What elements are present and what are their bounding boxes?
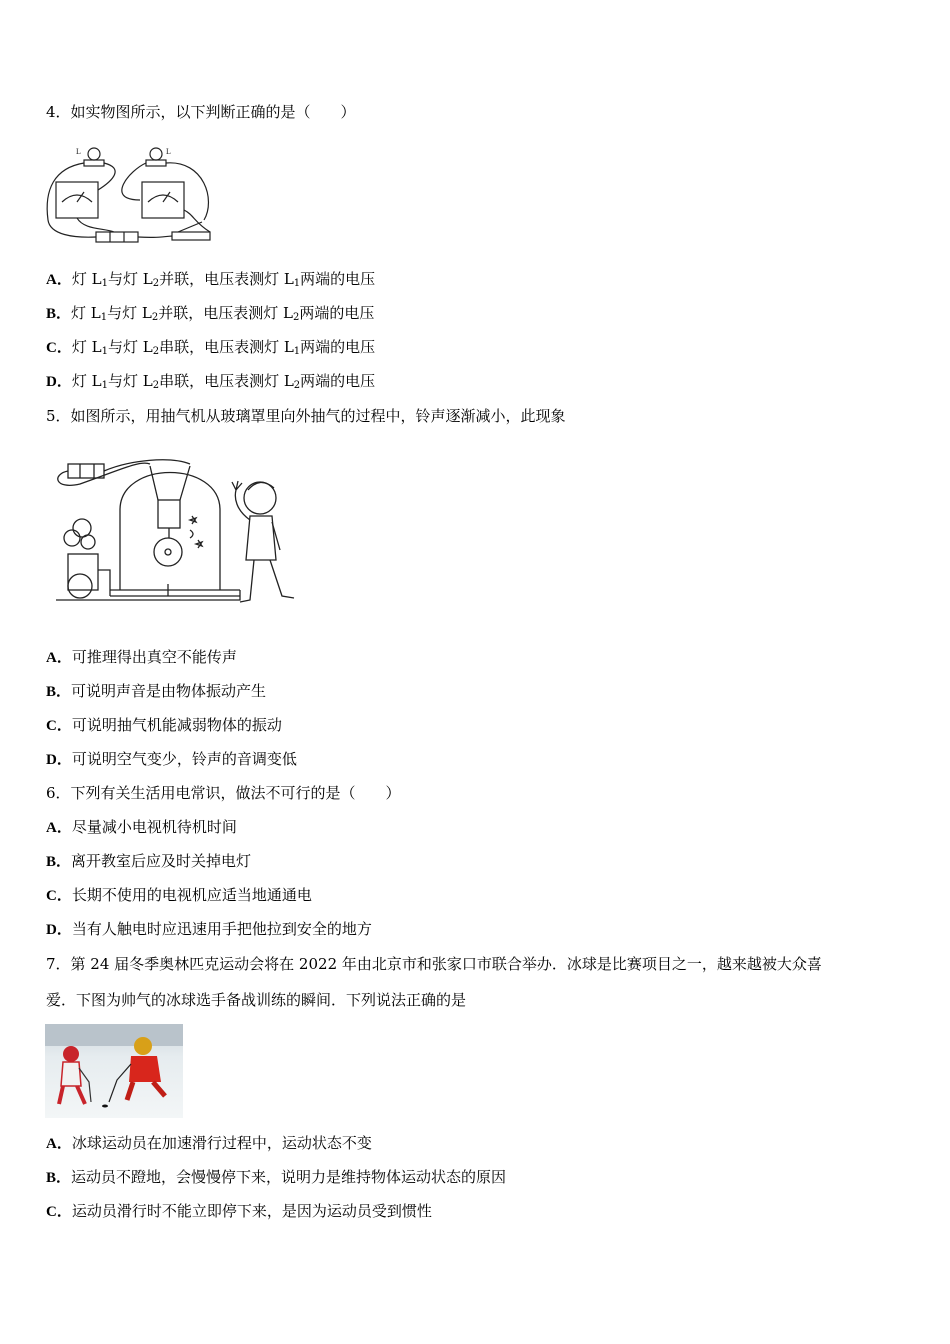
q4-option-d: D．灯 $L_1$与灯 $L_2$串联，电压表测灯 $L_2$两端的电压 — [46, 372, 376, 391]
q5-stem: 5．如图所示，用抽气机从玻璃罩里向外抽气的过程中，铃声逐渐减小，此现象 — [46, 407, 566, 425]
fig-label-l2: L — [166, 147, 171, 156]
q6-stem: 6．下列有关生活用电常识，做法不可行的是（ ） — [46, 784, 401, 802]
ice-hockey-players-illustration — [45, 1024, 183, 1118]
q7-stem-line1: 7．第 24 届冬季奥林匹克运动会将在 2022 年由北京市和张家口市联合举办．冰球是比赛项目之一，越来越被大众喜 — [46, 955, 822, 973]
q7-stem-line2: 爱．下图为帅气的冰球选手备战训练的瞬间．下列说法正确的是 — [46, 991, 467, 1009]
q4-option-b: B．灯 $L_1$与灯 $L_2$并联，电压表测灯 $L_2$两端的电压 — [46, 304, 375, 323]
q7-option-c: C．运动员滑行时不能立即停下来，是因为运动员受到惯性 — [46, 1202, 432, 1220]
q5-option-b: B．可说明声音是由物体振动产生 — [46, 682, 267, 700]
bell-jar-diagram — [50, 450, 300, 608]
q4-option-c: C．灯 $L_1$与灯 $L_2$串联，电压表测灯 $L_1$两端的电压 — [46, 338, 376, 357]
q6-option-b: B．离开教室后应及时关掉电灯 — [46, 852, 252, 870]
q4-option-a: A．灯 $L_1$与灯 $L_2$并联，电压表测灯 $L_1$两端的电压 — [46, 270, 376, 289]
q7-option-b: B．运动员不蹬地，会慢慢停下来，说明力是维持物体运动状态的原因 — [46, 1168, 507, 1186]
q5-option-a: A．可推理得出真空不能传声 — [46, 648, 237, 666]
q7-option-a: A．冰球运动员在加速滑行过程中，运动状态不变 — [46, 1134, 372, 1152]
ice-hockey-photo — [45, 1024, 183, 1118]
q6-option-a: A．尽量减小电视机待机时间 — [46, 818, 237, 836]
fig-label-l1: L — [76, 147, 81, 156]
q5-option-c: C．可说明抽气机能减弱物体的振动 — [46, 716, 282, 734]
q4-stem: 4．如实物图所示，以下判断正确的是（ ） — [46, 103, 356, 121]
circuit-diagram — [44, 140, 220, 246]
q6-option-c: C．长期不使用的电视机应适当地通通电 — [46, 886, 312, 904]
q5-option-d: D．可说明空气变少，铃声的音调变低 — [46, 750, 297, 768]
q6-option-d: D．当有人触电时应迅速用手把他拉到安全的地方 — [46, 920, 372, 938]
